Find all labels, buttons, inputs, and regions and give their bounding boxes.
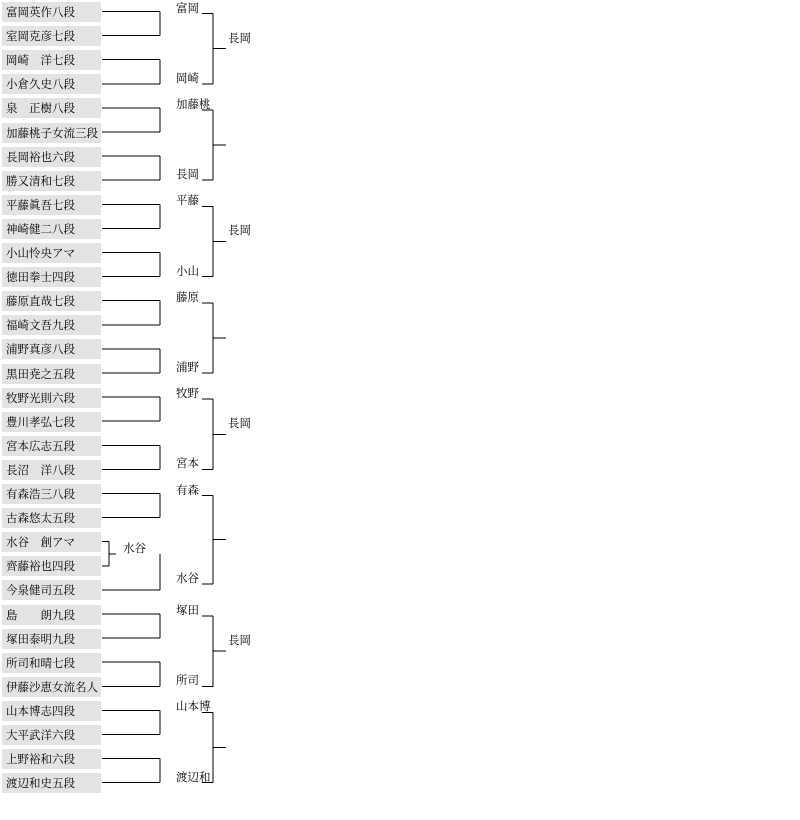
- player-box: 神崎健二八段: [2, 219, 101, 239]
- player-box: 所司和晴七段: [2, 653, 101, 673]
- player-box: 小山怜央アマ: [2, 243, 101, 263]
- player-box: 牧野光則六段: [2, 388, 101, 408]
- x: 長岡: [228, 223, 251, 238]
- player-box: 加藤桃子女流三段: [2, 123, 101, 143]
- winner-label-r1: 長岡: [176, 167, 199, 182]
- player-box: 塚田泰明九段: [2, 629, 101, 649]
- player-box: 浦野真彦八段: [2, 339, 101, 359]
- winner-label-r1: 水谷: [176, 570, 199, 585]
- winner-label-r1: 山本博: [176, 699, 211, 714]
- player-box: 岡崎 洋七段: [2, 50, 101, 70]
- player-box: 平藤眞吾七段: [2, 195, 101, 215]
- player-box: 藤原直哉七段: [2, 291, 101, 311]
- winner-label-r1: 平藤: [176, 193, 199, 208]
- player-box: 有森浩三八段: [2, 484, 101, 504]
- player-box: 小倉久史八段: [2, 74, 101, 94]
- player-box: 長沼 洋八段: [2, 460, 101, 480]
- winner-label-r1: 塚田: [176, 603, 199, 618]
- winner-label-r0: 水谷: [123, 540, 146, 555]
- player-box: 泉 正樹八段: [2, 98, 101, 118]
- player-box: 古森悠太五段: [2, 508, 101, 528]
- player-box: 宮本広志五段: [2, 436, 101, 456]
- x: 長岡: [228, 30, 251, 45]
- player-box: 今泉健司五段: [2, 580, 101, 600]
- player-box: 島 朗九段: [2, 605, 101, 625]
- winner-label-r1: 加藤桃: [176, 96, 211, 111]
- player-box: 山本博志四段: [2, 701, 101, 721]
- winner-label-r1: 富岡: [176, 0, 199, 15]
- winner-label-r1: 牧野: [176, 386, 199, 401]
- winner-label-r1: 浦野: [176, 359, 199, 374]
- player-box: 黒田尭之五段: [2, 364, 101, 384]
- player-box: 室岡克彦七段: [2, 26, 101, 46]
- player-box: 長岡裕也六段: [2, 147, 101, 167]
- x: 長岡: [228, 633, 251, 648]
- player-box: 大平武洋六段: [2, 725, 101, 745]
- winner-label-r1: 所司: [176, 673, 199, 688]
- player-box: 齊藤裕也四段: [2, 556, 101, 576]
- winner-label-r1: 渡辺和: [176, 769, 211, 784]
- winner-label-r1: 宮本: [176, 456, 199, 471]
- winner-label-r1: 藤原: [176, 289, 199, 304]
- player-box: 渡辺和史五段: [2, 773, 101, 793]
- winner-label-r1: 岡崎: [176, 70, 199, 85]
- winner-label-r1: 有森: [176, 482, 199, 497]
- player-box: 勝又清和七段: [2, 171, 101, 191]
- player-box: 富岡英作八段: [2, 2, 101, 22]
- player-box: 徳田拳士四段: [2, 267, 101, 287]
- player-box: 水谷 創アマ: [2, 532, 101, 552]
- player-box: 上野裕和六段: [2, 749, 101, 769]
- winner-label-r1: 小山: [176, 263, 199, 278]
- player-box: 福崎文吾九段: [2, 315, 101, 335]
- player-box: 伊藤沙恵女流名人: [2, 677, 101, 697]
- x: 長岡: [228, 416, 251, 431]
- player-box: 豊川孝弘七段: [2, 412, 101, 432]
